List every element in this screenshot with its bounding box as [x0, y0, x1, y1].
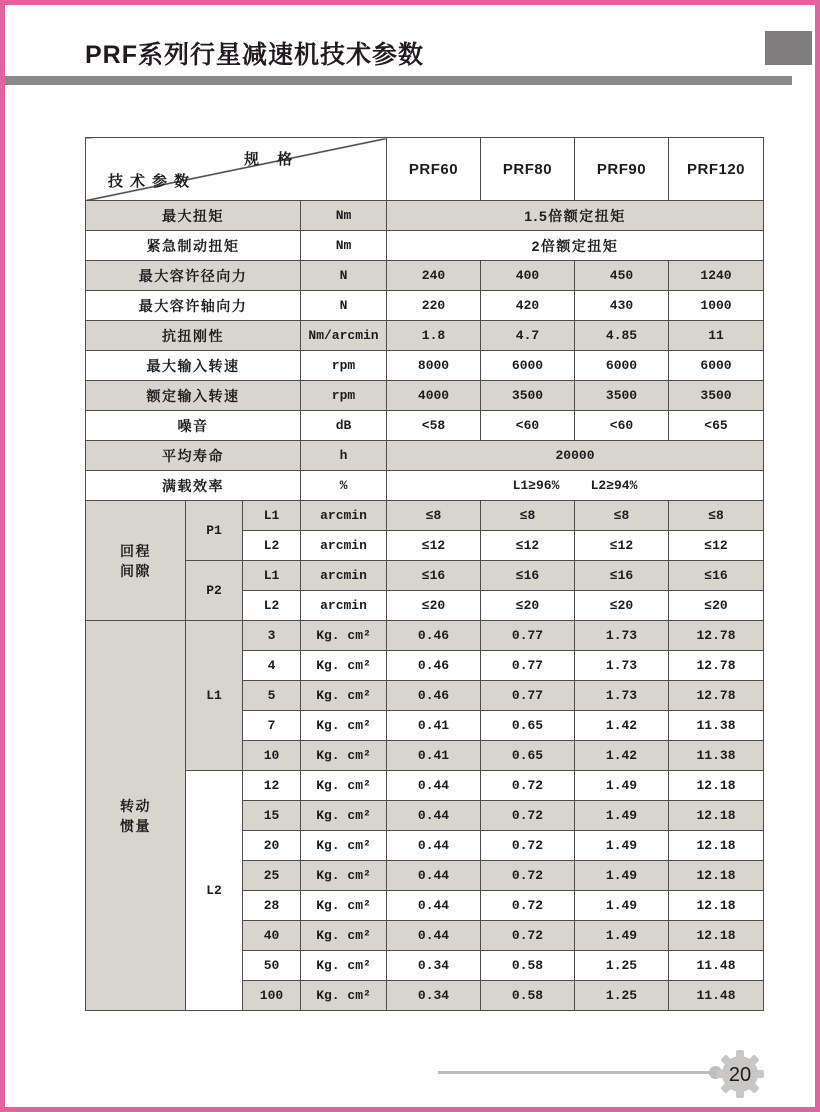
level-cell: L1 [243, 501, 301, 531]
value-cell: ≤8 [575, 501, 669, 531]
value-cell: 12.18 [669, 861, 764, 891]
value-cell: ≤12 [575, 531, 669, 561]
value-cell: 11.48 [669, 951, 764, 981]
table-row [86, 501, 764, 531]
row-label: 满载效率 [86, 471, 301, 501]
table-row [86, 441, 764, 471]
value-cell: 3500 [481, 381, 575, 411]
value-cell: ≤12 [481, 531, 575, 561]
value-cell: 11.48 [669, 981, 764, 1011]
value-cell: 0.44 [387, 771, 481, 801]
unit-cell: Kg. cm² [301, 681, 387, 711]
spec-table [85, 137, 764, 1011]
unit-cell: Nm/arcmin [301, 321, 387, 351]
value-cell: 0.72 [481, 891, 575, 921]
footer-line [438, 1071, 717, 1074]
value-cell: <60 [575, 411, 669, 441]
value-cell: 3500 [575, 381, 669, 411]
value-cell: 0.72 [481, 861, 575, 891]
table-row [86, 201, 764, 231]
value-cell: 1.49 [575, 801, 669, 831]
level-cell: L2 [243, 591, 301, 621]
value-cell: 4000 [387, 381, 481, 411]
ratio-cell: 28 [243, 891, 301, 921]
value-cell: 1.25 [575, 951, 669, 981]
group-label-p2: P2 [186, 561, 243, 621]
page-number: 20 [728, 1064, 752, 1086]
ratio-cell: 5 [243, 681, 301, 711]
value-cell: 12.78 [669, 681, 764, 711]
row-label: 最大输入转速 [86, 351, 301, 381]
unit-cell: Kg. cm² [301, 651, 387, 681]
value-cell: 12.78 [669, 621, 764, 651]
value-cell: 0.72 [481, 801, 575, 831]
row-label: 最大容许径向力 [86, 261, 301, 291]
value-cell: 1.49 [575, 921, 669, 951]
page-title: PRF系列行星减速机技术参数 [85, 41, 425, 69]
value-cell: 1.49 [575, 771, 669, 801]
table-row [86, 561, 764, 591]
table-row [86, 231, 764, 261]
value-cell: 0.34 [387, 951, 481, 981]
value-cell: 0.44 [387, 891, 481, 921]
value-cell: 1.73 [575, 621, 669, 651]
value-cell: 0.58 [481, 951, 575, 981]
unit-cell: Kg. cm² [301, 771, 387, 801]
value-cell: 0.34 [387, 981, 481, 1011]
group-label-p1: P1 [186, 501, 243, 561]
value-cell: 1.49 [575, 891, 669, 921]
value-cell: 1.73 [575, 651, 669, 681]
value-cell: 0.41 [387, 741, 481, 771]
value-cell: 0.44 [387, 921, 481, 951]
value-cell: ≤12 [387, 531, 481, 561]
value-cell: 1.8 [387, 321, 481, 351]
value-cell: ≤20 [575, 591, 669, 621]
value-cell: 0.77 [481, 651, 575, 681]
diagonal-header-cell [86, 138, 387, 201]
value-cell: 4.85 [575, 321, 669, 351]
row-label: 额定输入转速 [86, 381, 301, 411]
value-cell: 12.18 [669, 801, 764, 831]
ratio-cell: 3 [243, 621, 301, 651]
unit-cell: Kg. cm² [301, 711, 387, 741]
value-cell: ≤16 [669, 561, 764, 591]
unit-cell: h [301, 441, 387, 471]
unit-cell: arcmin [301, 531, 387, 561]
table-row [86, 471, 764, 501]
value-cell: 6000 [575, 351, 669, 381]
table-row [86, 771, 764, 801]
table-header-row [86, 138, 764, 201]
ratio-cell: 12 [243, 771, 301, 801]
unit-cell: Kg. cm² [301, 981, 387, 1011]
value-cell: 8000 [387, 351, 481, 381]
value-cell: ≤8 [387, 501, 481, 531]
table-row [86, 381, 764, 411]
unit-cell: Kg. cm² [301, 831, 387, 861]
table-row [86, 291, 764, 321]
unit-cell: N [301, 261, 387, 291]
value-cell: 1240 [669, 261, 764, 291]
value-cell: 0.44 [387, 801, 481, 831]
value-cell: ≤12 [669, 531, 764, 561]
level-cell: L2 [243, 531, 301, 561]
row-label: 最大扭矩 [86, 201, 301, 231]
value-cell: 1.49 [575, 861, 669, 891]
value-cell: 0.46 [387, 681, 481, 711]
ratio-cell: 4 [243, 651, 301, 681]
unit-cell: dB [301, 411, 387, 441]
value-cell: 0.77 [481, 681, 575, 711]
value-cell: 0.72 [481, 921, 575, 951]
unit-cell: arcmin [301, 591, 387, 621]
ratio-cell: 10 [243, 741, 301, 771]
value-cell: 0.65 [481, 741, 575, 771]
value-cell: 0.41 [387, 711, 481, 741]
value-cell: 0.58 [481, 981, 575, 1011]
ratio-cell: 25 [243, 861, 301, 891]
value-cell: <65 [669, 411, 764, 441]
value-cell: ≤8 [481, 501, 575, 531]
group-label-l2: L2 [186, 771, 243, 1011]
ratio-cell: 50 [243, 951, 301, 981]
value-cell: 240 [387, 261, 481, 291]
value-cell: 0.46 [387, 651, 481, 681]
gear-page-badge [714, 1048, 766, 1100]
value-cell: 400 [481, 261, 575, 291]
value-cell: 1.42 [575, 741, 669, 771]
value-cell: 220 [387, 291, 481, 321]
value-span-cell: 1.5倍额定扭矩 [387, 201, 764, 231]
row-label: 噪音 [86, 411, 301, 441]
value-cell: 430 [575, 291, 669, 321]
unit-cell: rpm [301, 351, 387, 381]
column-header-prf90: PRF90 [575, 138, 669, 201]
param-header-label: 技术参数 [108, 173, 197, 190]
table-row [86, 261, 764, 291]
value-cell: 420 [481, 291, 575, 321]
value-cell: ≤20 [669, 591, 764, 621]
value-cell: 1.42 [575, 711, 669, 741]
table-row [86, 351, 764, 381]
value-cell: 11 [669, 321, 764, 351]
value-cell: ≤16 [387, 561, 481, 591]
value-cell: ≤20 [387, 591, 481, 621]
value-cell: 12.18 [669, 891, 764, 921]
group-label-l1: L1 [186, 621, 243, 771]
value-cell: 11.38 [669, 711, 764, 741]
row-label: 紧急制动扭矩 [86, 231, 301, 261]
row-label: 最大容许轴向力 [86, 291, 301, 321]
unit-cell: Kg. cm² [301, 861, 387, 891]
ratio-cell: 100 [243, 981, 301, 1011]
unit-cell: Kg. cm² [301, 951, 387, 981]
table-row [86, 621, 764, 651]
unit-cell: arcmin [301, 501, 387, 531]
value-span-cell: 20000 [387, 441, 764, 471]
corner-decoration-block [765, 31, 812, 65]
column-header-prf80: PRF80 [481, 138, 575, 201]
value-cell: 450 [575, 261, 669, 291]
value-cell: 12.18 [669, 771, 764, 801]
title-underline-bar [5, 76, 792, 85]
value-cell: ≤20 [481, 591, 575, 621]
value-cell: 1.25 [575, 981, 669, 1011]
ratio-cell: 40 [243, 921, 301, 951]
unit-cell: N [301, 291, 387, 321]
value-cell: 11.38 [669, 741, 764, 771]
value-cell: 0.72 [481, 831, 575, 861]
value-cell: 0.46 [387, 621, 481, 651]
value-cell: 1000 [669, 291, 764, 321]
ratio-cell: 15 [243, 801, 301, 831]
value-cell: 12.18 [669, 831, 764, 861]
value-cell: 12.78 [669, 651, 764, 681]
unit-cell: Kg. cm² [301, 891, 387, 921]
value-cell: ≤16 [575, 561, 669, 591]
value-cell: ≤8 [669, 501, 764, 531]
ratio-cell: 20 [243, 831, 301, 861]
unit-cell: Nm [301, 201, 387, 231]
unit-cell: Kg. cm² [301, 741, 387, 771]
value-cell: 1.73 [575, 681, 669, 711]
row-label: 平均寿命 [86, 441, 301, 471]
value-cell: 12.18 [669, 921, 764, 951]
level-cell: L1 [243, 561, 301, 591]
value-cell: ≤16 [481, 561, 575, 591]
value-cell: 0.65 [481, 711, 575, 741]
value-cell: 0.77 [481, 621, 575, 651]
value-cell: 6000 [481, 351, 575, 381]
unit-cell: % [301, 471, 387, 501]
table-row [86, 321, 764, 351]
table-row [86, 411, 764, 441]
value-cell: <60 [481, 411, 575, 441]
unit-cell: Kg. cm² [301, 921, 387, 951]
unit-cell: rpm [301, 381, 387, 411]
section-label-backlash: 回程 间隙 [86, 501, 186, 621]
value-span-cell: 2倍额定扭矩 [387, 231, 764, 261]
unit-cell: Kg. cm² [301, 801, 387, 831]
row-label: 抗扭刚性 [86, 321, 301, 351]
section-label-inertia: 转动 惯量 [86, 621, 186, 1011]
value-cell: <58 [387, 411, 481, 441]
value-cell: 0.72 [481, 771, 575, 801]
value-cell: 3500 [669, 381, 764, 411]
column-header-prf120: PRF120 [669, 138, 764, 201]
value-cell: 4.7 [481, 321, 575, 351]
value-cell: 0.44 [387, 831, 481, 861]
value-span-cell: L1≥96% L2≥94% [387, 471, 764, 501]
column-header-prf60: PRF60 [387, 138, 481, 201]
ratio-cell: 7 [243, 711, 301, 741]
unit-cell: arcmin [301, 561, 387, 591]
unit-cell: Kg. cm² [301, 621, 387, 651]
value-cell: 1.49 [575, 831, 669, 861]
value-cell: 6000 [669, 351, 764, 381]
spec-header-label: 规 格 [244, 151, 300, 168]
unit-cell: Nm [301, 231, 387, 261]
value-cell: 0.44 [387, 861, 481, 891]
